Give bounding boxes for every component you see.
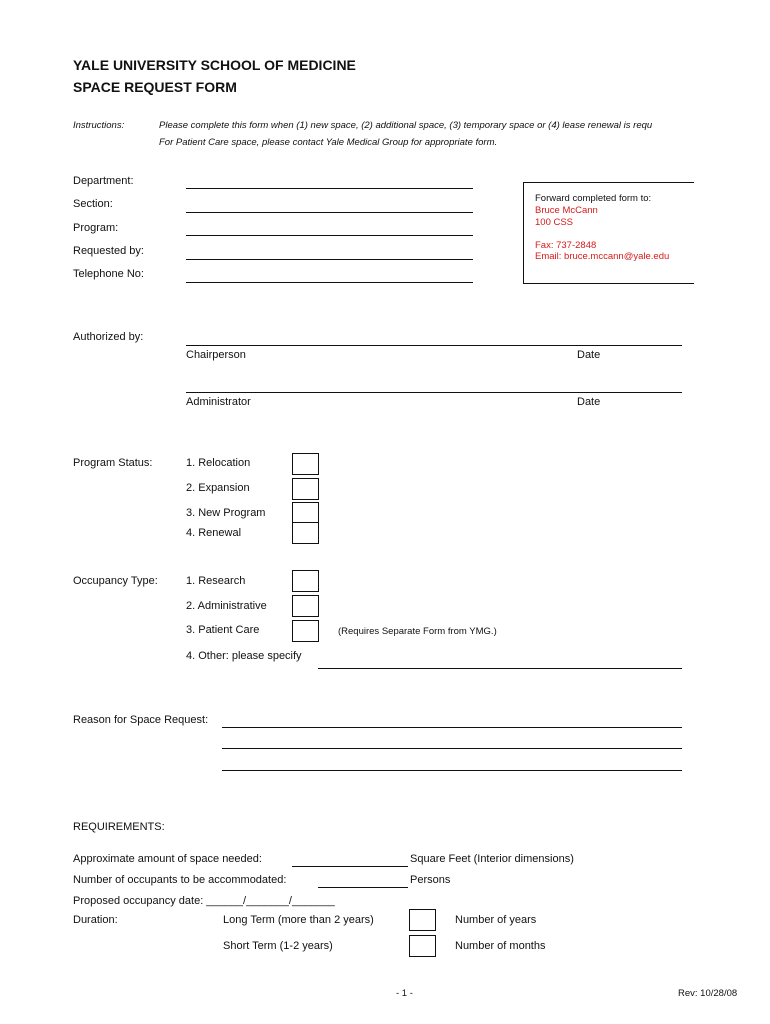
forward-heading: Forward completed form to: [535,193,652,204]
forward-fax: Fax: 737-2848 [535,240,597,251]
section-label: Section: [73,198,113,210]
program-label: Program: [73,222,119,234]
requested-by-label: Requested by: [73,245,144,257]
number-of-years-label: Number of years [455,914,537,926]
form-title-line1: YALE UNIVERSITY SCHOOL OF MEDICINE [73,57,356,73]
admin-date-label: Date [577,396,601,408]
section-field[interactable] [186,212,473,213]
authorized-label: Authorized by: [73,331,144,343]
program-field[interactable] [186,235,473,236]
department-field[interactable] [186,188,473,189]
forward-name: Bruce McCann [535,205,598,216]
instructions-patient-care: For Patient Care space, please contact Yale Medical Group for appropriate form. [159,137,498,148]
status-renewal-label: 4. Renewal [186,527,242,539]
administrator-label: Administrator [186,396,251,408]
occupancy-research-checkbox[interactable] [292,570,319,592]
instructions-label: Instructions: [73,120,125,131]
program-status-label: Program Status: [73,457,153,469]
occupancy-research-label: 1. Research [186,575,246,587]
space-needed-label: Approximate amount of space needed: [73,853,262,865]
occupancy-patient-care-checkbox[interactable] [292,620,319,642]
duration-label: Duration: [73,914,118,926]
occupants-field[interactable] [318,887,408,888]
status-expansion-label: 2. Expansion [186,482,250,494]
status-new-program-label: 3. New Program [186,507,266,519]
chairperson-signature-line[interactable] [186,345,682,346]
occupants-label: Number of occupants to be accommodated: [73,874,287,886]
status-renewal-checkbox[interactable] [292,522,319,544]
chair-date-label: Date [577,349,601,361]
occupancy-other-label: 4. Other: please specify [186,650,302,662]
forward-room: 100 CSS [535,217,574,228]
long-term-checkbox[interactable] [409,909,436,931]
requirements-heading: REQUIREMENTS: [73,821,165,833]
administrator-signature-line[interactable] [186,392,682,393]
reason-line-1[interactable] [222,727,682,728]
department-label: Department: [73,175,134,187]
short-term-checkbox[interactable] [409,935,436,957]
space-unit-label: Square Feet (Interior dimensions) [410,853,574,865]
reason-line-2[interactable] [222,748,682,749]
reason-line-3[interactable] [222,770,682,771]
occupancy-administrative-checkbox[interactable] [292,595,319,617]
instructions-text: Please complete this form when (1) new space, (2) additional space, (3) temporary space or (4) lease renewal is requ [159,120,653,131]
short-term-label: Short Term (1-2 years) [223,940,333,952]
occupancy-other-field[interactable] [318,668,682,669]
occupancy-type-label: Occupancy Type: [73,575,158,587]
space-needed-field[interactable] [292,866,408,867]
chairperson-label: Chairperson [186,349,246,361]
form-title-line2: SPACE REQUEST FORM [73,79,237,95]
reason-label: Reason for Space Request: [73,714,209,726]
forward-email: Email: bruce.mccann@yale.edu [535,251,670,262]
status-new-program-checkbox[interactable] [292,502,319,524]
patient-care-note: (Requires Separate Form from YMG.) [338,626,497,637]
telephone-field[interactable] [186,282,473,283]
occupancy-administrative-label: 2. Administrative [186,600,267,612]
revision-date: Rev: 10/28/08 [678,988,738,999]
telephone-label: Telephone No: [73,268,144,280]
status-relocation-label: 1. Relocation [186,457,251,469]
occupancy-patient-care-label: 3. Patient Care [186,624,260,636]
status-expansion-checkbox[interactable] [292,478,319,500]
occupancy-date-label[interactable]: Proposed occupancy date: ______/_______/_______ [73,895,335,907]
status-relocation-checkbox[interactable] [292,453,319,475]
long-term-label: Long Term (more than 2 years) [223,914,374,926]
occupants-unit-label: Persons [410,874,451,886]
requested-by-field[interactable] [186,259,473,260]
page-number: - 1 - [396,988,413,999]
number-of-months-label: Number of months [455,940,546,952]
